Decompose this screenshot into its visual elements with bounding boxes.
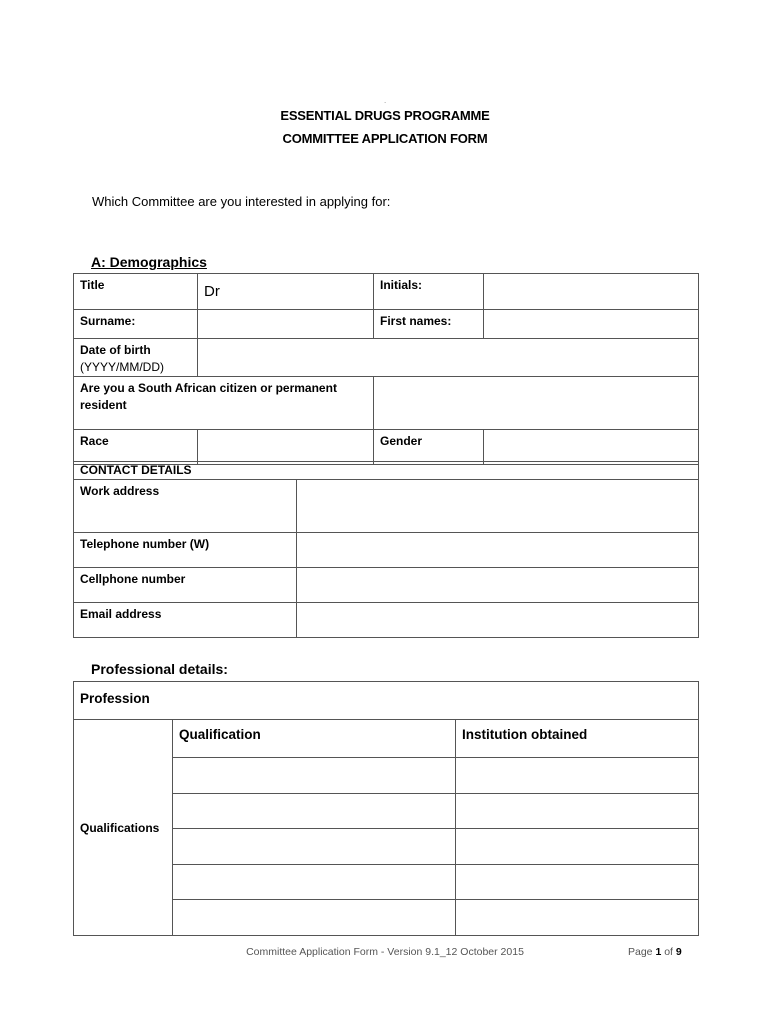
qualification-field-5[interactable] xyxy=(173,900,456,936)
race-label-cell xyxy=(74,430,198,465)
telephone-field[interactable] xyxy=(297,533,699,568)
telephone-label: Telephone number (W) xyxy=(80,537,210,551)
gender-label-cell xyxy=(374,430,484,465)
contact-table xyxy=(73,461,699,638)
qualification-field-3[interactable] xyxy=(173,829,456,865)
page-total: 9 xyxy=(675,946,682,958)
title-field[interactable] xyxy=(198,274,374,310)
dob-label: Date of birth xyxy=(80,343,151,357)
work-address-label-cell xyxy=(74,480,297,533)
professional-heading: Professional details: xyxy=(91,661,228,677)
citizen-label-cell xyxy=(74,377,374,430)
page-word: Page xyxy=(628,946,653,958)
telephone-label-cell xyxy=(74,533,297,568)
profession-cell[interactable] xyxy=(74,682,699,720)
qualification-header: Qualification xyxy=(179,727,261,742)
dob-format: (YYYY/MM/DD) xyxy=(80,360,164,374)
initials-field[interactable] xyxy=(484,274,699,310)
cellphone-field[interactable] xyxy=(297,568,699,603)
of-word: of xyxy=(664,946,673,958)
title-value: Dr xyxy=(204,283,220,300)
work-address-label: Work address xyxy=(80,484,160,498)
committee-question: Which Committee are you interested in applying for: xyxy=(92,194,391,209)
institution-header-cell xyxy=(456,720,699,758)
dob-label-cell xyxy=(74,339,198,377)
qualification-header-cell xyxy=(173,720,456,758)
document-subtitle: COMMITTEE APPLICATION FORM xyxy=(282,131,488,146)
race-label: Race xyxy=(80,434,109,448)
initials-label: Initials: xyxy=(380,278,423,292)
document-title: ESSENTIAL DRUGS PROGRAMME xyxy=(280,108,490,123)
page-current: 1 xyxy=(655,946,662,958)
gender-label: Gender xyxy=(380,434,423,448)
qualifications-label-cell xyxy=(74,720,173,936)
title-label-cell xyxy=(74,274,198,310)
institution-field-4[interactable] xyxy=(456,865,699,900)
demographics-heading: A: Demographics xyxy=(91,254,207,270)
surname-label-cell xyxy=(74,310,198,339)
cellphone-label: Cellphone number xyxy=(80,572,186,586)
institution-header: Institution obtained xyxy=(462,727,588,742)
title-label: Title xyxy=(80,278,105,292)
surname-field[interactable] xyxy=(198,310,374,339)
citizen-label: Are you a South African citizen or permanent resident xyxy=(80,381,337,412)
surname-label: Surname: xyxy=(80,314,136,328)
email-label: Email address xyxy=(80,607,162,621)
page-number xyxy=(628,946,682,958)
qualifications-label: Qualifications xyxy=(80,820,160,835)
email-label-cell xyxy=(74,603,297,638)
first-names-label: First names: xyxy=(380,314,452,328)
initials-label-cell xyxy=(374,274,484,310)
dob-field[interactable] xyxy=(198,339,699,377)
profession-label: Profession xyxy=(80,691,150,706)
race-field[interactable] xyxy=(198,430,374,465)
institution-field-2[interactable] xyxy=(456,794,699,829)
gender-field[interactable] xyxy=(484,430,699,465)
citizen-field[interactable] xyxy=(374,377,699,430)
email-field[interactable] xyxy=(297,603,699,638)
institution-field-3[interactable] xyxy=(456,829,699,865)
institution-field-5[interactable] xyxy=(456,900,699,936)
first-names-label-cell xyxy=(374,310,484,339)
qualification-field-4[interactable] xyxy=(173,865,456,900)
first-names-field[interactable] xyxy=(484,310,699,339)
footer-version: Committee Application Form - Version 9.1_12 October 2015 xyxy=(246,946,524,958)
contact-heading: CONTACT DETAILS xyxy=(80,463,192,477)
contact-heading-cell xyxy=(74,462,699,480)
work-address-field[interactable] xyxy=(297,480,699,533)
cellphone-label-cell xyxy=(74,568,297,603)
institution-field-1[interactable] xyxy=(456,758,699,794)
qualification-field-1[interactable] xyxy=(173,758,456,794)
demographics-table xyxy=(73,273,699,465)
qualification-field-2[interactable] xyxy=(173,794,456,829)
professional-table xyxy=(73,681,699,936)
header-mark: . xyxy=(384,96,387,105)
